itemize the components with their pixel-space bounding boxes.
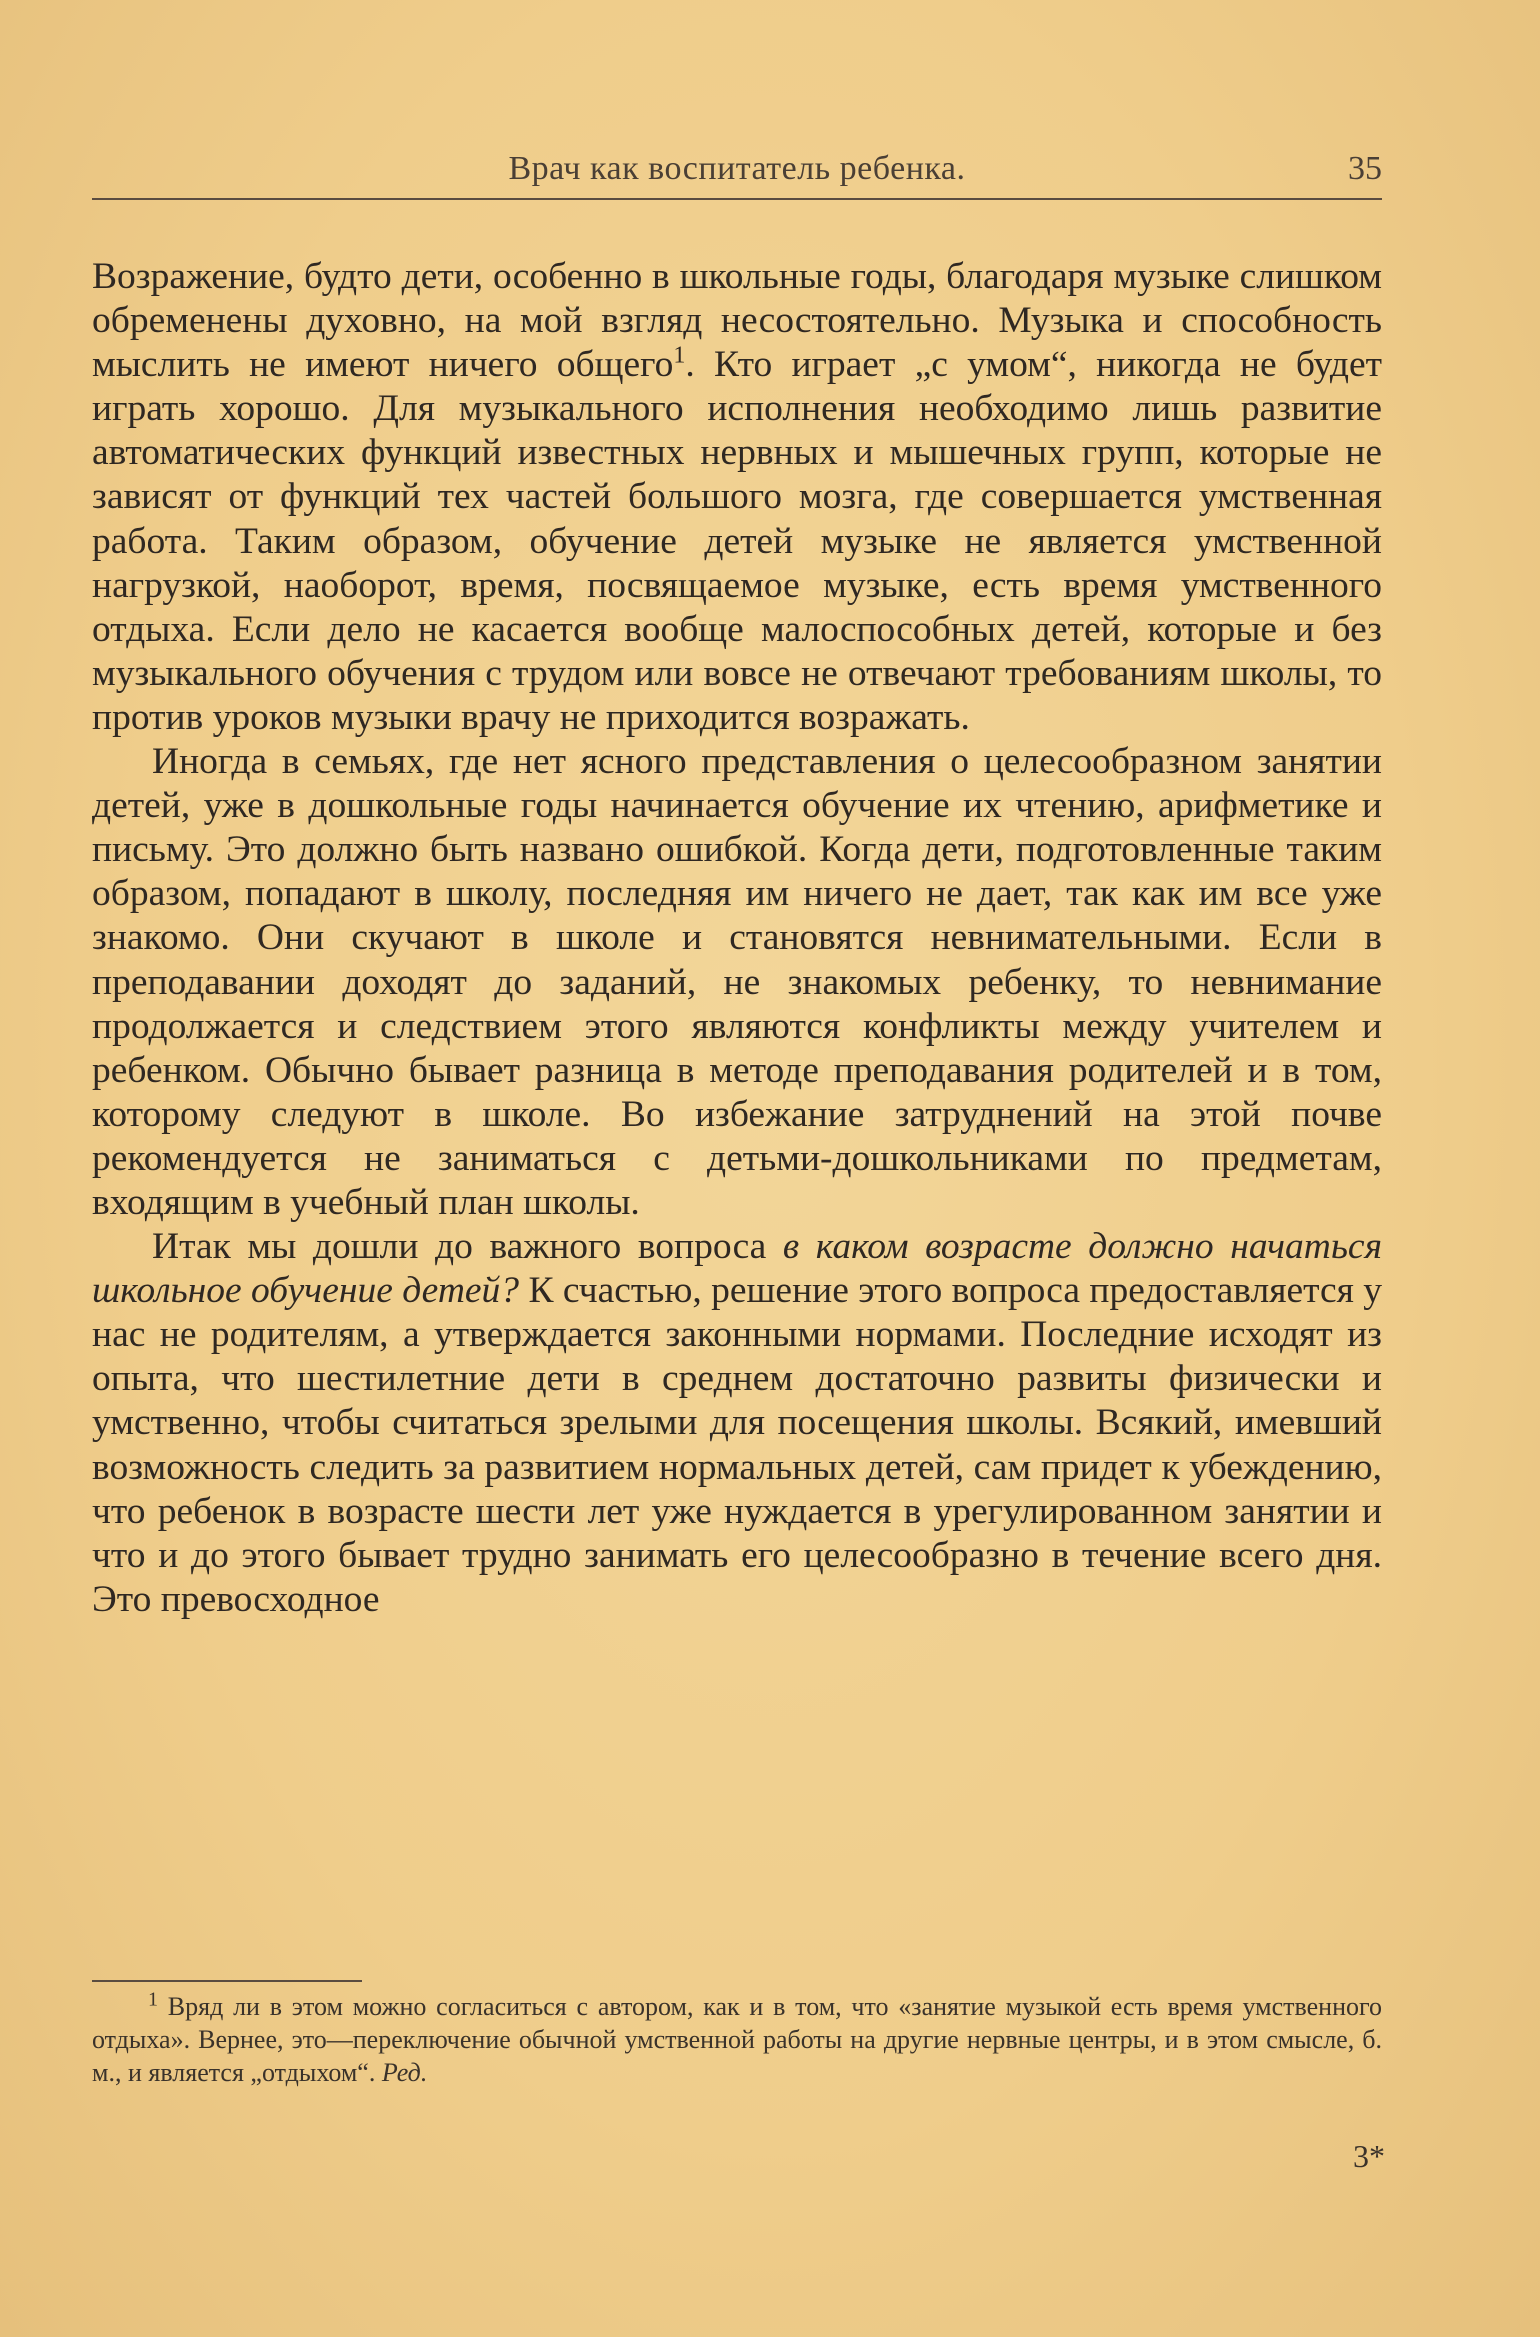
paragraph-1-text-b: . Кто играет „с умом“, никогда не будет играть хорошо. Для музыкального исполнения необходимо лишь развитие автоматических функций известных нервных и мышечных групп, которые не зависят от функций тех частей большого мозга, где совершается умственная работа. Таким образом, обучение детей музыке не является умственной нагрузкой, наоборот, время, посвящаемое музыке, есть время умственного отдыха. Если дело не касается вообще малоспособных детей, которые и без музыкального обучения с трудом или вовсе не отвечают требованиям школы, то против уроков музыки врачу не приходится возражать. bbox=[92, 344, 1383, 738]
footnote bbox=[92, 1990, 1382, 2089]
footnote-reference: 1 bbox=[673, 342, 686, 369]
running-title: Врач как воспитатель ребенка. bbox=[508, 150, 966, 187]
footnote-number: 1 bbox=[148, 1988, 158, 2011]
footnote-text: Вряд ли в этом можно согласиться с автором, как и в том, что «занятие музыкой есть время умственного отдыха». Вернее, это—переключение обычной умственной работы на другие нервные центры, и в этом смысле, б. м., и является „отдыхом“. bbox=[92, 1992, 1383, 2087]
paragraph-1-text-a: Возражение, будто дети, особенно в школьные годы, благодаря музыке слишком обременены духовно, на мой взгляд несостоятельно. Музыка и способность мыслить не имеют ничего общего bbox=[92, 256, 1382, 386]
printer-signature-mark: 3* bbox=[1353, 2138, 1385, 2174]
paragraph-3-text-a: Итак мы дошли до важного вопроса bbox=[152, 1226, 783, 1268]
header-rule bbox=[92, 198, 1382, 200]
footnote-editor-mark: Ред. bbox=[381, 2058, 428, 2087]
paragraph-3-text-b: К счастью, решение этого вопроса предоставляется у нас не родителям, а утверждается законными нормами. Последние исходят из опыта, что шестилетние дети в среднем достаточно развиты физически и умственно, чтобы считаться зрелыми для посещения школы. Всякий, имевший возможность следить за развитием нормальных детей, сам придет к убеждению, что ребенок в возрасте шести лет уже нуждается в урегулированном занятии и что и до этого бывает трудно занимать его целесообразно в течение всего дня. Это превосходное bbox=[92, 1270, 1382, 1620]
paragraph-3 bbox=[92, 1225, 1382, 1622]
footnote-rule bbox=[92, 1980, 362, 1982]
paragraph-1 bbox=[92, 255, 1382, 740]
paragraph-2: Иногда в семьях, где нет ясного представления о целесообразном занятии детей, уже в дошкольные годы начинается обучение их чтению, арифметике и письму. Это должно быть названо ошибкой. Когда дети, подготовленные таким образом, попадают в школу, последняя им ничего не дает, так как им все уже знакомо. Они скучают в школе и становятся невнимательными. Если в преподавании доходят до заданий, не знакомых ребенку, то невнимание продолжается и следствием этого являются конфликты между учителем и ребенком. Обычно бывает разница в методе преподавания родителей и в том, которому следуют в школе. Во избежание затруднений на этой почве рекомендуется не заниматься с детьми-дошкольниками по предметам, входящим в учебный план школы. bbox=[92, 741, 1382, 1223]
main-text bbox=[92, 255, 1382, 1622]
page-number: 35 bbox=[1348, 150, 1382, 187]
paragraph-3-italic-question: в каком возрасте должно начаться школьное обучение детей? bbox=[92, 1226, 1382, 1312]
running-head bbox=[92, 150, 1382, 190]
